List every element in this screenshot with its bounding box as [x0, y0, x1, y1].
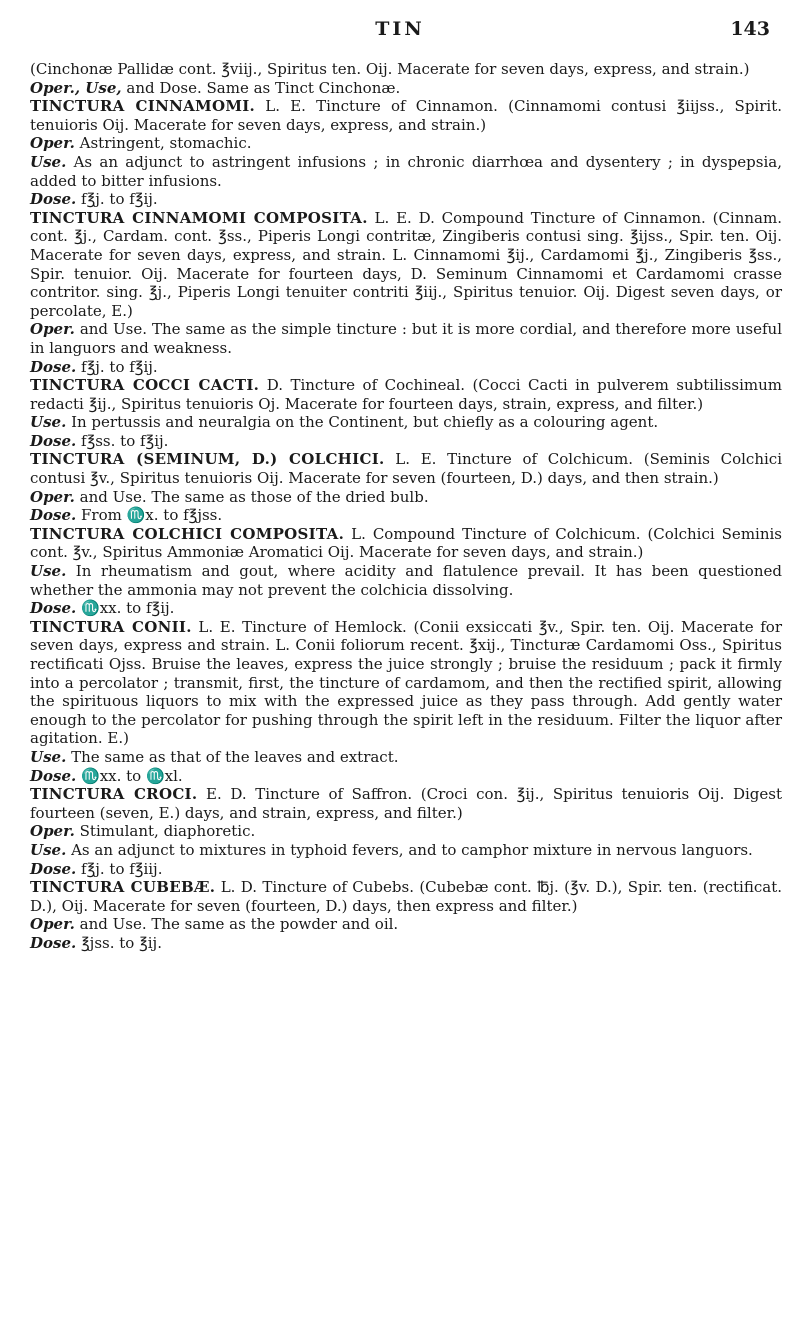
entry-text: L. E. Tincture of Colchicum. (Seminis Colchici contusi ℥v., Spiritus tenuioris Oij. Macerate for seven (fourteen, D.) days, and then strain.) — [30, 450, 782, 488]
entry-label: Oper. — [30, 134, 75, 153]
entry-label: Dose. — [30, 506, 77, 525]
entry-paragraph — [30, 432, 782, 451]
entry-text: and Dose. Same as Tinct Cinchonæ. — [126, 78, 401, 97]
entry-paragraph — [30, 767, 782, 786]
entry-paragraph — [30, 860, 782, 879]
dictionary-entry — [30, 209, 782, 376]
entry-text: f℥ss. to f℥ij. — [81, 431, 169, 450]
entry-paragraph — [30, 841, 782, 860]
entry-label: Oper. — [30, 487, 75, 506]
entry-label: Use. — [30, 152, 67, 171]
entry-label: Use. — [30, 413, 67, 432]
entry-paragraph — [30, 134, 782, 153]
dictionary-entry — [30, 60, 782, 97]
entry-heading: TINCTURA CROCI. — [30, 785, 198, 804]
dictionary-entry — [30, 878, 782, 952]
entry-paragraph — [30, 190, 782, 209]
entry-label: Dose. — [30, 933, 77, 952]
entry-paragraph — [30, 748, 782, 767]
entry-paragraph — [30, 97, 782, 134]
entry-paragraph — [30, 562, 782, 599]
entry-text: and Use. The same as those of the dried bulb. — [79, 487, 429, 506]
entry-paragraph — [30, 450, 782, 487]
entry-heading: TINCTURA CINNAMOMI COMPOSITA. — [30, 208, 368, 227]
entry-paragraph — [30, 785, 782, 822]
entry-text: L. E. Tincture of Cinnamon. (Cinnamomi contusi ℥iijss., Spirit. tenuioris Oij. Macerate for seven days, express, and strain.) — [30, 97, 782, 134]
entry-label: Dose. — [30, 357, 77, 376]
entry-paragraph — [30, 822, 782, 841]
entry-text: Stimulant, diaphoretic. — [79, 822, 256, 841]
entry-text: D. Tincture of Cochineal. (Cocci Cacti in pulverem subtilissimum redacti ℥ij., Spiritus tenuioris Oj. Macerate for fourteen days, strain, express, and filter.) — [30, 376, 782, 413]
entry-paragraph — [30, 79, 782, 98]
entry-text: Astringent, stomachic. — [79, 134, 252, 153]
entry-text: f℥j. to f℥ij. — [81, 357, 158, 376]
entry-paragraph — [30, 153, 782, 190]
entry-label: Oper., Use, — [30, 78, 122, 97]
entry-paragraph — [30, 320, 782, 357]
dictionary-entry — [30, 618, 782, 785]
entry-paragraph — [30, 915, 782, 934]
entry-label: Dose. — [30, 859, 77, 878]
entry-text: f℥j. to f℥ij. — [81, 190, 158, 209]
entry-label: Dose. — [30, 431, 77, 450]
entry-paragraph — [30, 618, 782, 748]
entry-paragraph — [30, 358, 782, 377]
entry-text: E. D. Tincture of Saffron. (Croci con. ℥ij., Spiritus tenuioris Oij. Digest fourteen (seven, E.) days, and strain, express, and filter.) — [30, 785, 782, 822]
dictionary-entry — [30, 450, 782, 524]
running-head: TIN — [375, 18, 425, 40]
entry-heading: TINCTURA (SEMINUM, D.) COLCHICI. — [30, 450, 385, 469]
dictionary-entry — [30, 525, 782, 618]
entry-heading: TINCTURA CONII. — [30, 617, 192, 636]
entry-heading: TINCTURA COCCI CACTI. — [30, 376, 260, 395]
entry-label: Use. — [30, 747, 67, 766]
entry-label: Use. — [30, 562, 67, 581]
entry-heading: TINCTURA COLCHICI COMPOSITA. — [30, 524, 345, 543]
entry-paragraph — [30, 376, 782, 413]
entry-label: Oper. — [30, 915, 75, 934]
entry-text: L. E. D. Compound Tincture of Cinnamon. (Cinnam. cont. ℥j., Cardam. cont. ℥ss., Piperis Longi contritæ, Zingiberis contusi sing. ℥ijss., Spir. ten. Oij. Macerate for seven days, express, and strain. L. Cinnamomi ℥ij., Cardamomi ℥j., Zingiberis ℥ss., Spir. tenuior. Oij. Macerate for fourteen days, D. Seminum Cinnamomi et Cardamomi crasse contritor. sing. ℥j., Piperis Longi tenuiter contriti ℥iij., Spiritus tenuior. Oij. Digest seven days, or percolate, E.) — [30, 208, 782, 320]
entry-text: In pertussis and neuralgia on the Continent, but chiefly as a colouring agent. — [71, 413, 659, 432]
entry-paragraph — [30, 60, 782, 79]
entry-text: As an adjunct to astringent infusions ; in chronic diarrhœa and dysentery ; in dyspepsia, added to bitter infusions. — [30, 152, 782, 190]
entry-paragraph — [30, 413, 782, 432]
entry-text: (Cinchonæ Pallidæ cont. ℥viij., Spiritus ten. Oij. Macerate for seven days, express, and strain.) — [30, 60, 750, 78]
entry-text: L. Compound Tincture of Colchicum. (Colchici Seminis cont. ℥v., Spiritus Ammoniæ Aromatici Oij. Macerate for seven days, and strain.) — [30, 524, 782, 562]
entry-label: Dose. — [30, 766, 77, 785]
entry-text: From ♏x. to f℥jss. — [81, 506, 223, 525]
entry-paragraph — [30, 209, 782, 321]
dictionary-entry — [30, 97, 782, 209]
entry-paragraph — [30, 488, 782, 507]
entry-paragraph — [30, 506, 782, 525]
entry-text: ℥jss. to ℥ij. — [81, 933, 162, 952]
entry-label: Oper. — [30, 320, 75, 339]
page-header — [0, 18, 800, 42]
entry-heading: TINCTURA CUBEBÆ. — [30, 878, 216, 897]
entry-text: In rheumatism and gout, where acidity and flatulence prevail. It has been questioned whether the ammonia may not prevent the colchicia dissolving. — [30, 562, 782, 599]
entry-label: Use. — [30, 840, 67, 859]
entry-paragraph — [30, 525, 782, 562]
entry-text: ♏xx. to f℥ij. — [81, 599, 175, 618]
entry-paragraph — [30, 934, 782, 953]
dictionary-entry — [30, 376, 782, 450]
page-body — [30, 60, 782, 953]
entry-text: L. E. Tincture of Hemlock. (Conii exsiccati ℥v., Spir. ten. Oij. Macerate for seven days, express and strain. L. Conii foliorum recent. ℥xij., Tincturæ Cardamomi Oss., Spiritus rectificati Ojss. Bruise the leaves, express the juice strongly ; bruise the residuum ; pack it firmly into a percolator ; transmit, first, the tincture of cardamom, and then the rectified spirit, allowing the spirituous liquors to mix with the expressed juice as they pass through. Add gently water enough to the percolator for pushing through the spirit left in the residuum. Filter the liquor after agitation. E.) — [30, 617, 782, 748]
page-number: 143 — [730, 18, 770, 40]
entry-text: f℥j. to f℥iij. — [81, 859, 163, 878]
dictionary-entry — [30, 785, 782, 878]
entry-text: The same as that of the leaves and extract. — [71, 747, 399, 766]
entry-text: ♏xx. to ♏xl. — [81, 766, 183, 785]
entry-label: Dose. — [30, 190, 77, 209]
entry-text: As an adjunct to mixtures in typhoid fevers, and to camphor mixture in nervous languors. — [71, 840, 753, 859]
entry-text: and Use. The same as the powder and oil. — [79, 915, 399, 934]
entry-label: Oper. — [30, 822, 75, 841]
entry-text: and Use. The same as the simple tincture : but it is more cordial, and therefore more useful in languors and weakness. — [30, 320, 782, 357]
entry-paragraph — [30, 599, 782, 618]
entry-label: Dose. — [30, 599, 77, 618]
entry-paragraph — [30, 878, 782, 915]
entry-text: L. D. Tincture of Cubebs. (Cubebæ cont. ℔j. (℥v. D.), Spir. ten. (rectificat. D.), Oij. Macerate for seven (fourteen, D.) days, then express and filter.) — [30, 878, 782, 915]
entry-heading: TINCTURA CINNAMOMI. — [30, 97, 256, 116]
